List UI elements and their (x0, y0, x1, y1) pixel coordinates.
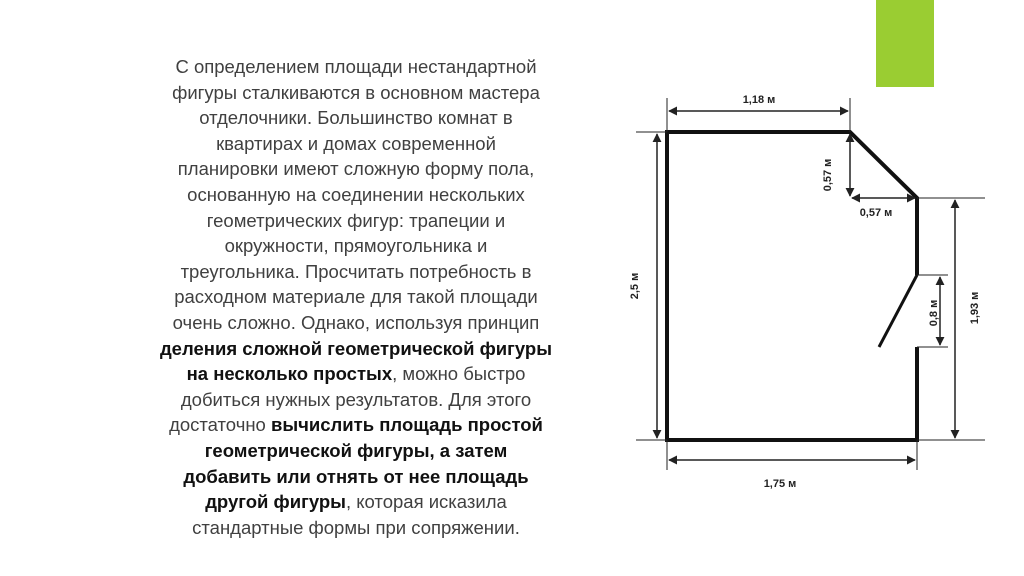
bold-text-segment: на несколько простых (186, 363, 393, 385)
bold-text-segment: вычислить площадь простой (270, 414, 543, 436)
door-line (879, 275, 917, 347)
bold-text-segment: другой фигуры (205, 491, 346, 513)
extension-lines (636, 98, 985, 470)
label-right: 1,93 м (969, 291, 981, 325)
text-segment: квартирах и домах современной (216, 132, 496, 154)
label-corner-horizontal: 0,57 м (859, 207, 893, 219)
text-segment: , можно быстро (392, 363, 526, 385)
text-segment: С определением площади нестандартной (175, 56, 537, 77)
label-top: 1,18 м (742, 94, 776, 106)
label-door: 0,8 м (928, 299, 940, 327)
label-bottom: 1,75 м (763, 478, 797, 490)
room-outline (667, 132, 917, 440)
text-segment: очень сложно. Однако, используя принцип (172, 311, 540, 333)
text-segment: геометрических фигур: трапеции и (206, 209, 506, 231)
text-segment: основанную на соединении нескольких (187, 183, 525, 205)
label-corner-vertical: 0,57 м (822, 158, 834, 192)
text-segment: фигуры сталкиваются в основном мастера (172, 81, 540, 103)
bold-text-segment: добавить или отнять от нее площадь (183, 465, 529, 487)
bold-text-segment: геометрической фигуры, а затем (204, 439, 508, 461)
text-segment: окружности, прямоугольника и (224, 235, 488, 257)
text-segment: добиться нужных результатов. Для этого (180, 388, 532, 410)
text-segment: планировки имеют сложную форму пола, (177, 158, 535, 180)
bold-text-segment: деления сложной геометрической фигуры (159, 337, 553, 359)
text-segment: , которая исказила (345, 491, 507, 513)
text-segment: стандартные формы при сопряжении. (192, 516, 520, 538)
text-segment: достаточно (169, 414, 271, 436)
text-segment: треугольника. Просчитать потребность в (180, 260, 532, 282)
text-segment: расходном материале для такой площади (174, 286, 538, 308)
label-left: 2,5 м (629, 272, 641, 300)
text-segment: отделочники. Большинство комнат в (199, 107, 513, 129)
